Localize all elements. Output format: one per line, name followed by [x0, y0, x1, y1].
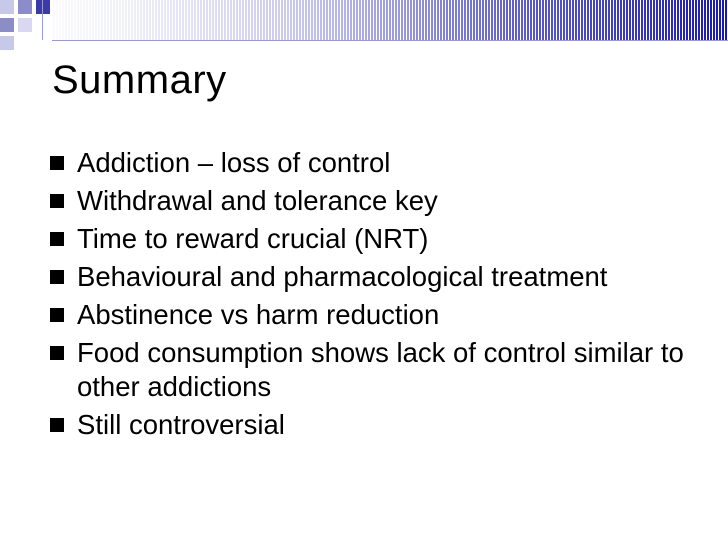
corner-square-decoration: [0, 18, 14, 32]
square-bullet-icon: [50, 194, 64, 208]
header-vertical-rule: [42, 0, 43, 40]
bullet-text: Still controversial: [77, 409, 285, 440]
slide-title: Summary: [52, 58, 227, 102]
corner-square-decoration: [0, 36, 14, 50]
bullet-text: Withdrawal and tolerance key: [77, 185, 438, 216]
bullet-text: Time to reward crucial (NRT): [77, 223, 429, 254]
bullet-text: Behavioural and pharmacological treatment: [77, 261, 608, 292]
square-bullet-icon: [50, 232, 64, 246]
bullet-text: Addiction – loss of control: [77, 147, 391, 178]
square-bullet-icon: [50, 156, 64, 170]
square-bullet-icon: [50, 346, 64, 360]
bullet-item: [50, 184, 710, 218]
bullet-item: [50, 298, 710, 332]
bullet-list: [50, 146, 710, 446]
corner-square-decoration: [18, 18, 32, 32]
bullet-text: Abstinence vs harm reduction: [77, 299, 440, 330]
square-bullet-icon: [50, 418, 64, 432]
square-bullet-icon: [50, 308, 64, 322]
corner-square-decoration: [0, 0, 14, 14]
bullet-item: [50, 260, 710, 294]
corner-square-decoration: [18, 0, 32, 14]
header-stripe-fade: [52, 0, 728, 40]
bullet-item: [50, 408, 710, 442]
square-bullet-icon: [50, 270, 64, 284]
bullet-text: Food consumption shows lack of control similar to other addictions: [77, 337, 684, 402]
bullet-item: [50, 222, 710, 256]
bullet-item: [50, 146, 710, 180]
bullet-item: [50, 336, 710, 404]
header-horizontal-rule: [52, 40, 728, 41]
corner-square-decoration: [36, 0, 50, 14]
